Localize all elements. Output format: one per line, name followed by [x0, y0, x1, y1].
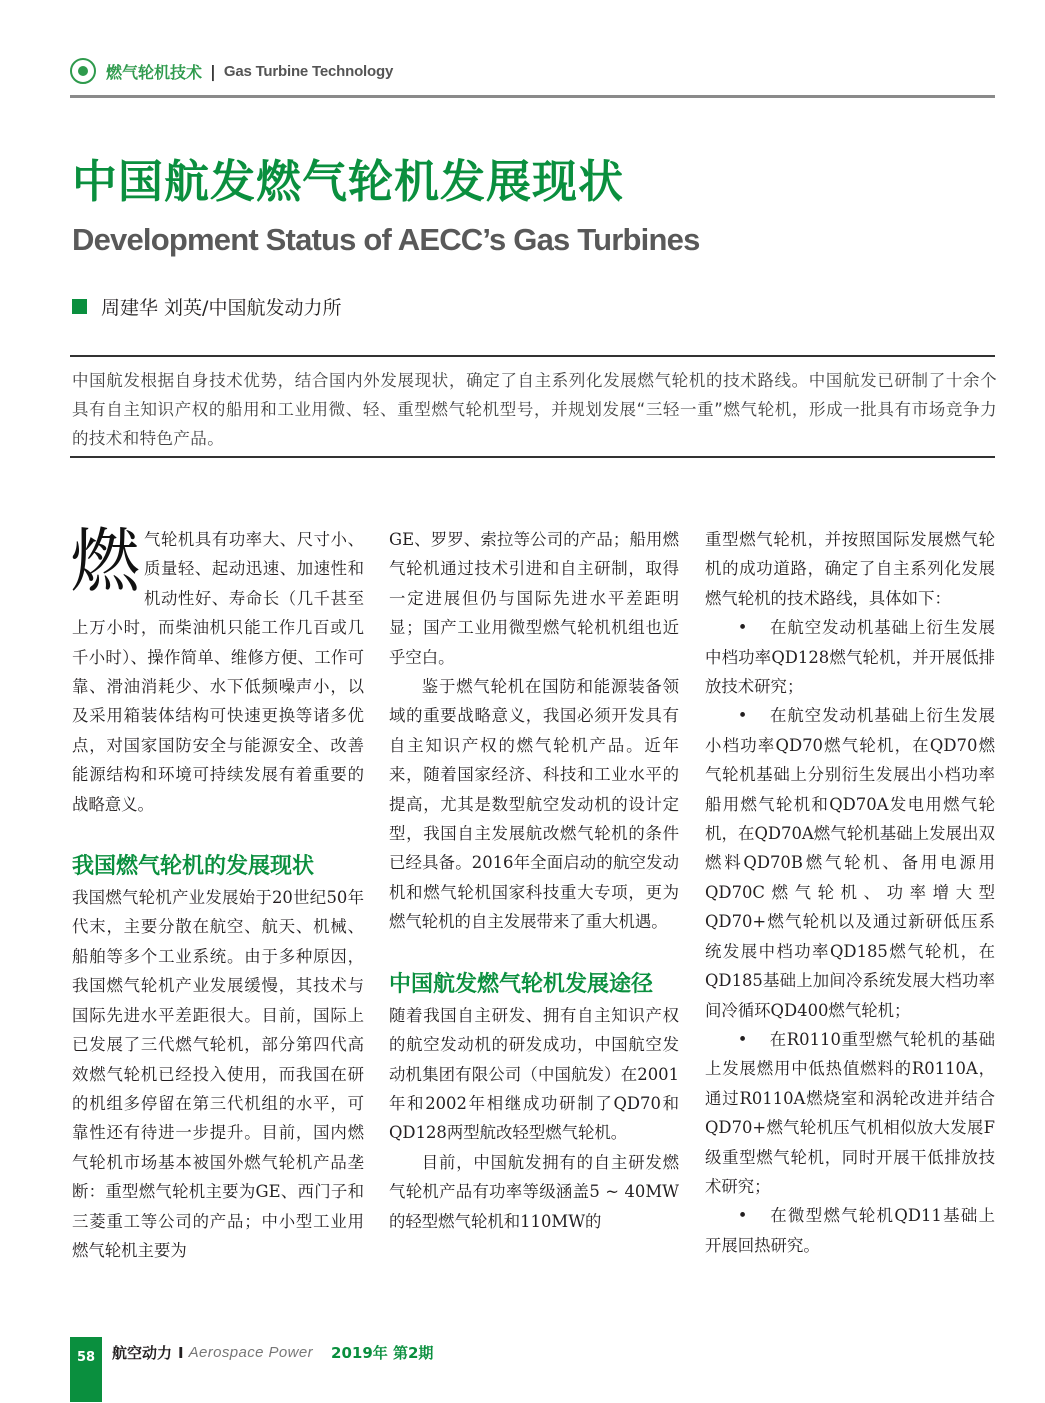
author-line: [72, 293, 341, 320]
bullet-text: 在R0110重型燃气轮机的基础上发展燃用中低热值燃料的R0110A，通过R0110A燃烧室和涡轮改进并结合QD70+燃气轮机压气机相似放大发展F级重型燃气轮机，同时开展干低排放技术研究；: [705, 1029, 995, 1196]
col3-paragraph-1: 重型燃气轮机，并按照国际发展燃气轮机的成功道路，确定了自主系列化发展燃气轮机的技术路线，具体如下：: [705, 530, 995, 608]
column-2: [389, 525, 679, 1236]
authors-text: 周建华 刘英/中国航发动力所: [101, 297, 342, 319]
intro-text: 气轮机具有功率大、尺寸小、质量轻、起动迅速、加速性和机动性好、寿命长（几千甚至上万小时，而柴油机只能工作几百或几千小时）、操作简单、维修方便、工作可靠、滑油消耗少、水下低频噪声小，以及采用箱装体结构可快速更换等诸多优点，对国家国防安全与能源安全、改善能源结构和环境可持续发展有着重要的战略意义。: [72, 530, 364, 814]
abstract-bottom-rule: [70, 456, 995, 458]
drop-cap: 燃: [70, 520, 140, 602]
section2-paragraph-2: 目前，中国航发拥有的自主研发燃气轮机产品有功率等级涵盖5 ~ 40MW的轻型燃气轮机和110MW的: [389, 1152, 679, 1231]
running-footer: [70, 1337, 433, 1402]
turbine-emblem-icon: [70, 58, 96, 84]
bullet-item: [705, 1201, 995, 1260]
bullet-text: 在航空发动机基础上衍生发展小档功率QD70燃气轮机，在QD70燃气轮机基础上分别衍生发展出小档功率船用燃气轮机和QD70A发电用燃气轮机，在QD70A燃气轮机基础上发展出双燃料QD70B燃气轮机、备用电源用QD70C燃气轮机、功率增大型QD70+燃气轮机以及通过新研低压系统发展中档功率QD185燃气轮机，在QD185基础上加间冷系统发展大档功率间冷循环QD400燃气轮机；: [705, 706, 995, 1020]
section2-paragraph-1: 随着我国自主研发、拥有自主知识产权的航空发动机的研发成功，中国航空发动机集团有限公司（中国航发）在2001年和2002年相继成功研制了QD70和QD128两型航改轻型燃气轮机。: [389, 1005, 679, 1143]
intro-paragraph: [70, 520, 364, 819]
article-title-en: Development Status of AECC’s Gas Turbines: [72, 222, 700, 257]
bullet-icon: •: [737, 1206, 748, 1226]
page-number: 58: [70, 1337, 102, 1402]
article-title-cn: 中国航发燃气轮机发展现状: [72, 155, 625, 208]
bullet-text: 在微型燃气轮机QD11基础上开展回热研究。: [705, 1206, 995, 1255]
header-separator: |: [210, 61, 216, 81]
bullet-text: 在航空发动机基础上衍生发展中档功率QD128燃气轮机，并开展低排放技术研究；: [705, 618, 995, 697]
bullet-item: [705, 1025, 995, 1201]
header-journal-cn: 燃气轮机技术: [106, 62, 203, 82]
green-square-icon: [72, 299, 87, 314]
footer-separator: I: [178, 1343, 184, 1362]
section-heading-1: 我国燃气轮机的发展现状: [72, 854, 315, 880]
section1-paragraph: 我国燃气轮机产业发展始于20世纪50年代末，主要分散在航空、航天、机械、船舶等多个工业系统。由于多种原因，我国燃气轮机产业发展缓慢，其技术与国际先进水平差距很大。目前，国际上已发展了三代燃气轮机，部分第四代高效燃气轮机已经投入使用，而我国在研的机组多停留在第三代机组的水平，可靠性还有待进一步提升。目前，国内燃气轮机市场基本被国外燃气轮机产品垄断：重型燃气轮机主要为GE、西门子和三菱重工等公司的产品；中小型工业用燃气轮机主要为: [72, 888, 364, 1260]
column-3: [705, 525, 995, 1260]
bullet-icon: •: [737, 618, 748, 638]
col2-paragraph-2: 鉴于燃气轮机在国防和能源装备领域的重要战略意义，我国必须开发具有自主知识产权的燃气轮机产品。近年来，随着国家经济、科技和工业水平的提高，尤其是数型航空发动机的设计定型，我国自主发展航改燃气轮机的条件已经具备。2016年全面启动的航空发动机和燃气轮机国家科技重大专项，更为燃气轮机的自主发展带来了重大机遇。: [389, 677, 679, 932]
footer-issue: 2019年 第2期: [331, 1344, 434, 1362]
abstract-top-rule: [70, 355, 995, 357]
header-rule: [70, 95, 995, 98]
footer-journal-en: Aerospace Power: [188, 1344, 314, 1361]
bullet-item: [705, 613, 995, 701]
footer-journal-cn: 航空动力: [112, 1344, 173, 1362]
col2-paragraph-1: GE、罗罗、索拉等公司的产品；船用燃气轮机通过技术引进和自主研制，取得一定进展但仍与国际先进水平差距明显；国产工业用微型燃气轮机机组也近乎空白。: [389, 530, 679, 667]
running-header: [70, 58, 393, 84]
column-1: [70, 520, 364, 1265]
bullet-item: [705, 701, 995, 1024]
header-journal-en: Gas Turbine Technology: [223, 62, 394, 80]
bullet-icon: •: [737, 706, 748, 726]
section-heading-2: 中国航发燃气轮机发展途径: [389, 971, 654, 997]
bullet-icon: •: [737, 1029, 748, 1049]
abstract: 中国航发根据自身技术优势，结合国内外发展现状，确定了自主系列化发展燃气轮机的技术路线。中国航发已研制了十余个具有自主知识产权的船用和工业用微、轻、重型燃气轮机型号，并规划发展“三轻一重”燃气轮机，形成一批具有市场竞争力的技术和特色产品。: [72, 371, 997, 448]
